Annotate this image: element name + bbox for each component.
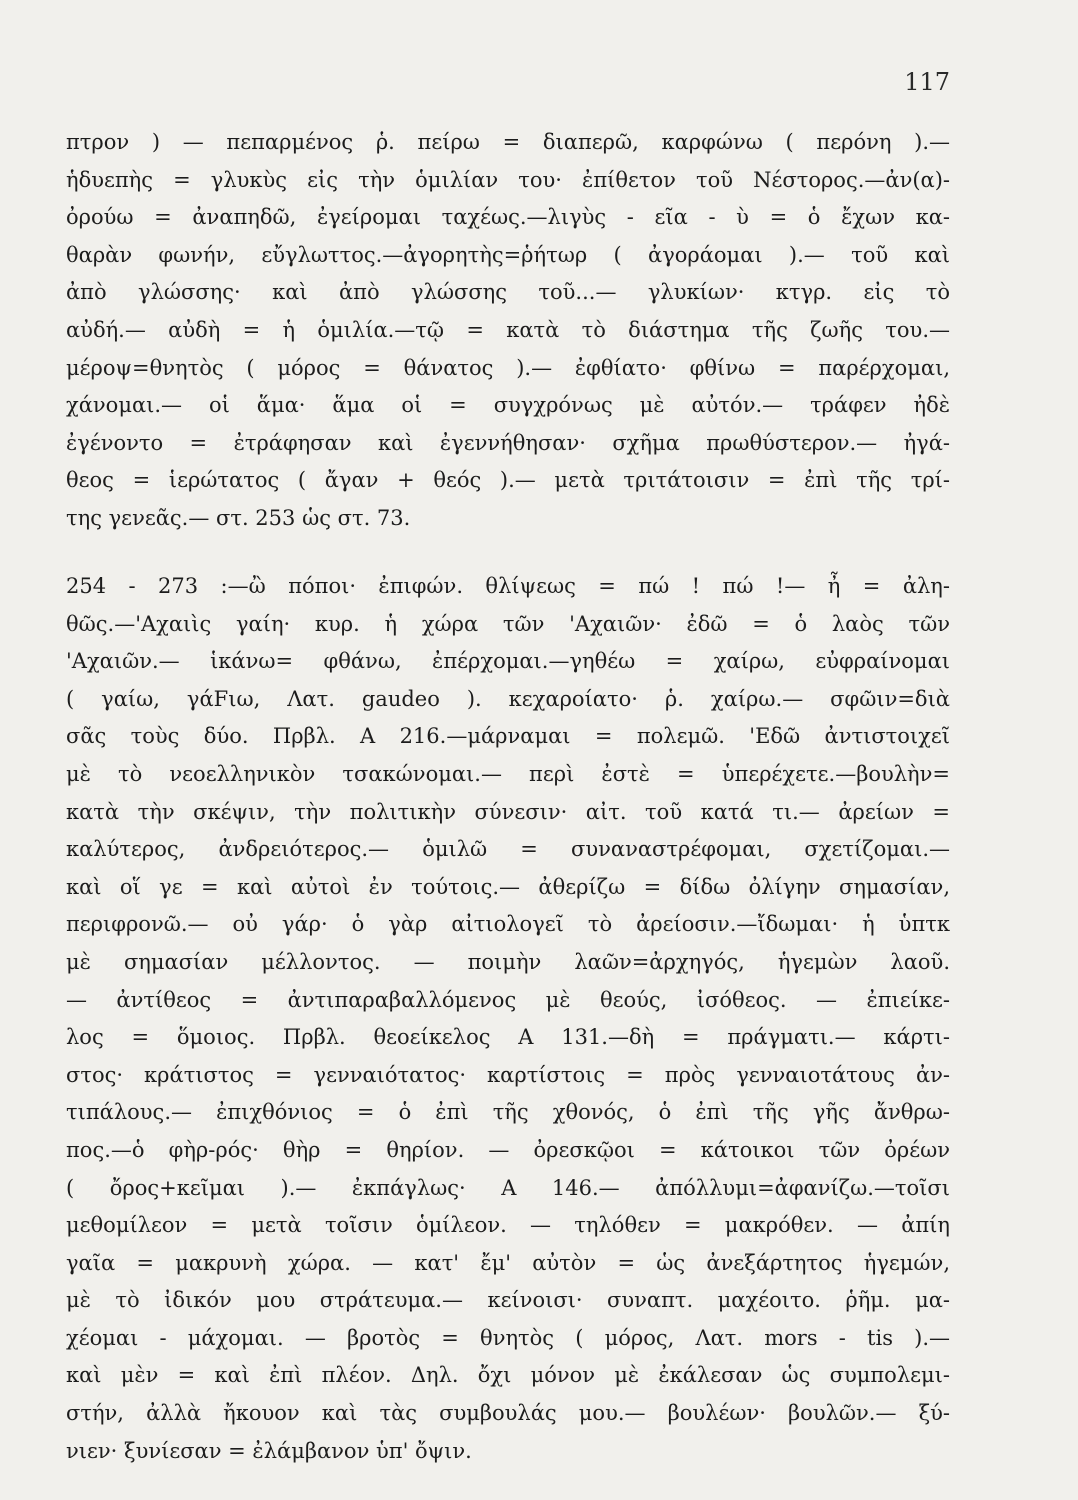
text-line: — ἀντίθεος = ἀντιπαραβαλλόμενος μὲ θεούς, ἰσόθεος. — ἐπιείκε- [66, 987, 950, 1012]
text-line: μὲ τὸ ἰδικόν μου στράτευμα.— κείνοισι· συναπτ. μαχέοιτο. ῥῆμ. μα- [66, 1288, 950, 1313]
text-line: ( γαίω, γάFιω, Λατ. gaudeo ). κεχαροίατο· ῥ. χαίρω.— σφῶιν=διὰ [66, 686, 950, 711]
text-line: 254 - 273 :—ὢ πόποι· ἐπιφών. θλίψεως = πώ ! πώ !— ἦ = ἀλη- [66, 574, 950, 598]
text-line: στήν, ἀλλὰ ἤκουον καὶ τὰς συμβουλάς μου.— βουλέων· βουλῶν.— ξύ- [66, 1401, 950, 1426]
text-line: καλύτερος, ἀνδρειότερος.— ὁμιλῶ = συναναστρέφομαι, σχετίζομαι.— [66, 837, 950, 862]
text-line: στος· κράτιστος = γενναιότατος· καρτίστοις = πρὸς γενναιοτάτους ἀν- [66, 1062, 950, 1087]
text-line: ἐγένοντο = ἐτράφησαν καὶ ἐγεννήθησαν· σχῆμα πρωθύστερον.— ἠγά- [66, 430, 950, 455]
paragraph-1 [66, 124, 950, 538]
text-line: καὶ μὲν = καὶ ἐπὶ πλέον. Δηλ. ὄχι μόνον μὲ ἐκάλεσαν ὡς συμπολεμι- [66, 1363, 950, 1388]
text-line: ἡδυεπὴς = γλυκὺς εἰς τὴν ὁμιλίαν του· ἐπίθετον τοῦ Νέστορος.—ἀν(α)- [66, 167, 950, 192]
text-line: καὶ οἵ γε = καὶ αὐτοὶ ἐν τούτοις.— ἀθερίζω = δίδω ὀλίγην σημασίαν, [66, 874, 950, 899]
text-line: νιεν· ξυνίεσαν = ἐλάμβανον ὑπ' ὄψιν. [66, 1438, 472, 1463]
text-line: κατὰ τὴν σκέψιν, τὴν πολιτικὴν σύνεσιν· αἰτ. τοῦ κατά τι.— ἀρείων = [66, 799, 950, 824]
text-line: χάνομαι.— οἱ ἅμα· ἅμα οἱ = συγχρόνως μὲ αὐτόν.— τράφεν ἠδὲ [66, 393, 950, 418]
text-line: σᾶς τοὺς δύο. Πρβλ. Α 216.—μάρναμαι = πολεμῶ. 'Εδῶ ἀντιστοιχεῖ [66, 724, 950, 749]
text-line: αὐδή.— αὐδὴ = ἡ ὁμιλία.—τῷ = κατὰ τὸ διάστημα τῆς ζωῆς του.— [66, 317, 950, 342]
text-line: τιπάλους.— ἐπιχθόνιος = ὁ ἐπὶ τῆς χθονός, ὁ ἐπὶ τῆς γῆς ἄνθρω- [66, 1100, 950, 1125]
text-line: ( ὄρος+κεῖμαι ).— ἐκπάγλως· Α 146.— ἀπόλλυμι=ἀφανίζω.—τοῖσι [66, 1175, 950, 1200]
text-line: πος.—ὁ φὴρ-ρός· θὴρ = θηρίον. — ὀρεσκῷοι = κάτοικοι τῶν ὀρέων [66, 1137, 950, 1162]
text-line: πτρον ) — πεπαρμένος ῥ. πείρω = διαπερῶ, καρφώνω ( περόνη ).— [66, 130, 950, 154]
text-line: μέροψ=θνητὸς ( μόρος = θάνατος ).— ἐφθίατο· φθίνω = παρέρχομαι, [66, 355, 950, 380]
text-line: γαῖα = μακρυνὴ χώρα. — κατ' ἔμ' αὐτὸν = ὡς ἀνεξάρτητος ἡγεμών, [66, 1250, 950, 1275]
text-line: της γενεᾶς.— στ. 253 ὡς στ. 73. [66, 505, 411, 530]
text-line: μεθομίλεον = μετὰ τοῖσιν ὁμίλεον. — τηλόθεν = μακρόθεν. — ἀπίη [66, 1213, 950, 1238]
text-line: μὲ τὸ νεοελληνικὸν τσακώνομαι.— περὶ ἐστὲ = ὑπερέχετε.—βουλὴν= [66, 761, 950, 786]
text-line: ὀρούω = ἀναπηδῶ, ἐγείρομαι ταχέως.—λιγὺς - εῖα - ὺ = ὁ ἔχων κα- [66, 205, 950, 230]
page-number: 117 [904, 68, 950, 96]
text-line: λος = ὅμοιος. Πρβλ. θεοείκελος Α 131.—δὴ = πράγματι.— κάρτι- [66, 1025, 950, 1050]
text-line: 'Αχαιῶν.— ἱκάνω= φθάνω, ἐπέρχομαι.—γηθέω = χαίρω, εὐφραίνομαι [66, 649, 950, 674]
paragraph-2 [66, 568, 950, 1470]
text-line: περιφρονῶ.— οὐ γάρ· ὁ γὰρ αἰτιολογεῖ τὸ ἀρείοσιν.—ἴδωμαι· ἡ ὑπτκ [66, 912, 950, 937]
text-line: ἀπὸ γλώσσης· καὶ ἀπὸ γλώσσης τοῦ...— γλυκίων· κτγρ. εἰς τὸ [66, 280, 950, 305]
text-line: χέομαι - μάχομαι. — βροτὸς = θνητὸς ( μόρος, Λατ. mors - tis ).— [66, 1325, 950, 1350]
text-line: θεος = ἱερώτατος ( ἄγαν + θεός ).— μετὰ τριτάτοισιν = ἐπὶ τῆς τρί- [66, 468, 950, 493]
text-line: θῶς.—'Αχαιὶς γαίη· κυρ. ἡ χώρα τῶν 'Αχαιῶν· ἐδῶ = ὁ λαὸς τῶν [66, 611, 950, 636]
text-line: μὲ σημασίαν μέλλοντος. — ποιμὴν λαῶν=ἀρχηγός, ἡγεμὼν λαοῦ. [66, 949, 950, 974]
text-line: θαρὰν φωνήν, εὔγλωττος.—ἀγορητὴς=ῥήτωρ ( ἀγοράομαι ).— τοῦ καὶ [66, 242, 950, 267]
